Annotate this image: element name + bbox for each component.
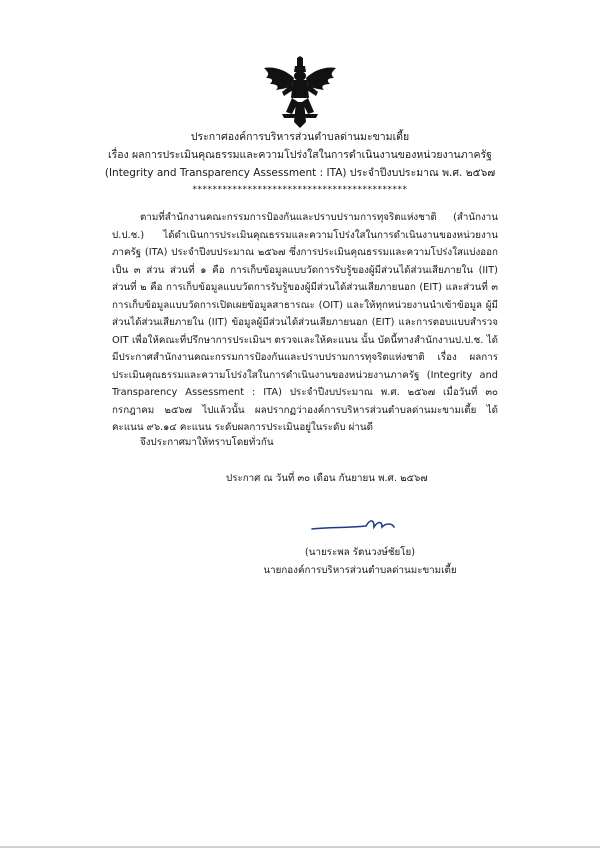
garuda-emblem-icon — [262, 56, 338, 132]
signatory-title: นายกองค์การบริหารส่วนตำบลด่านมะขามเตี้ย — [263, 565, 457, 576]
closing-statement: จึงประกาศมาให้ทราบโดยทั่วกัน — [140, 437, 274, 448]
signatory-name: (นายระพล รัตนวงษ์ชัยโย) — [304, 547, 416, 558]
header-line-1: ประกาศองค์การบริหารส่วนตำบลด่านมะขามเตี้ย — [190, 131, 410, 143]
signature — [308, 515, 400, 539]
body-paragraph: ตามที่สำนักงานคณะกรรมการป้องกันและปราบปรามการทุจริตแห่งชาติ (สำนักงาน ป.ป.ช.) ได้ดำเนินการประเมินคุณธรรมและความโปร่งใสในการดำเนินงานของหน่วยงานภาครัฐ (ITA) ประจำปีงบประมาณ ๒๕๖๗ ซึ่งการประเมินคุณธรรมและความโปร่งใสแบ่งออกเป็น ๓ ส่วน ส่วนที่ ๑ คือ การเก็บข้อมูลแบบวัดการรับรู้ของผู้มีส่วนได้ส่วนเสียภายใน (IIT) ส่วนที่ ๒ คือ การเก็บข้อมูลแบบวัดการรับรู้ของผู้มีส่วนได้ส่วนเสียภายนอก (EIT) และส่วนที่ ๓ การเก็บข้อมูลแบบวัดการเปิดเผยข้อมูลสาธารณะ (OIT) และให้ทุกหน่วยงานนำเข้าข้อมูล ผู้มีส่วนได้ส่วนเสียภายใน (IIT) ข้อมูลผู้มีส่วนได้ส่วนเสียภายนอก (EIT) และการตอบแบบสำรวจ OIT เพื่อให้คณะที่ปรึกษาการประเมินฯ ตรวจและให้คะแนน นั้น บัดนี้ทางสำนักงานป.ป.ช. ได้มีประกาศสำนักงานคณะกรรมการป้องกันและปราบปรามการทุจริตแห่งชาติ เรื่อง ผลการประเมินคุณธรรมและความโปร่งใสในการดำเนินงานของหน่วยงานภาครัฐ (Integrity and Transparency Assessment : ITA) ประจำปีงบประมาณ พ.ศ. ๒๕๖๗ เมื่อวันที่ ๓๐ กรกฎาคม ๒๕๖๗ ไปแล้วนั้น ผลปรากฏว่าองค์การบริหารส่วนตำบลด่านมะขามเตี้ย ได้คะแนน ๙๖.๑๔ คะแนน ระดับผลการประเมินอยู่ในระดับ ผ่านดี — [112, 212, 498, 433]
header-subject: เรื่อง ผลการประเมินคุณธรรมและความโปร่งใสในการดำเนินงานของหน่วยงานภาครัฐ — [108, 149, 492, 161]
header-separator: ******************************************* — [192, 185, 408, 195]
announcement-date: ประกาศ ณ วันที่ ๓๐ เดือน กันยายน พ.ศ. ๒๕๖๗ — [226, 473, 428, 484]
header-subject-english: (Integrity and Transparency Assessment : ITA) ประจำปีงบประมาณ พ.ศ. ๒๕๖๗ — [104, 167, 496, 179]
